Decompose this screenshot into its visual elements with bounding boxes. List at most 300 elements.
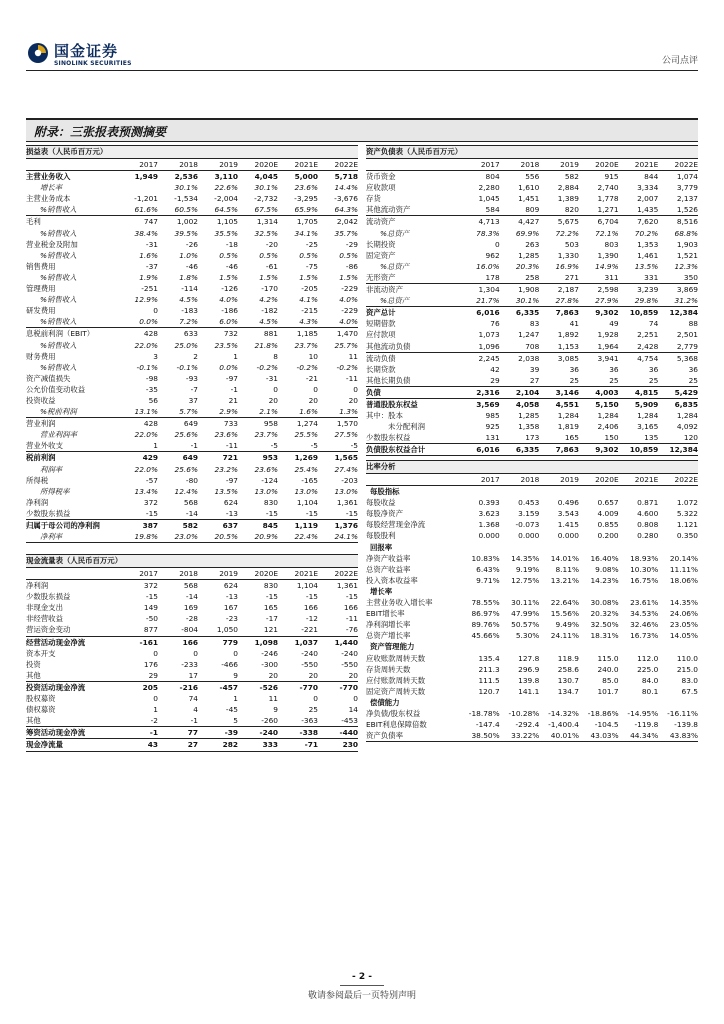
row-value: -15 xyxy=(345,592,358,602)
row-value: 3.159 xyxy=(518,509,540,519)
row-value: 1,451 xyxy=(518,194,540,204)
row-value: 3.623 xyxy=(478,509,500,519)
row-value: 4.009 xyxy=(597,509,619,519)
row-value: -251 xyxy=(141,284,158,294)
row-label: 研发费用 xyxy=(26,306,56,316)
row-value: -15 xyxy=(145,508,158,518)
row-value: 101.7 xyxy=(597,686,619,696)
section-title-bar xyxy=(26,118,698,142)
row-value: 809 xyxy=(525,205,540,215)
row-value: -221 xyxy=(301,625,318,635)
row-value: 23.05% xyxy=(669,620,698,630)
row-value: 733 xyxy=(198,418,238,430)
row-value: 86.97% xyxy=(471,609,500,619)
row-value: 0.000 xyxy=(557,531,579,541)
row-value: -37 xyxy=(145,261,158,271)
row-value: 131 xyxy=(485,433,500,443)
row-label: 营业利润率 xyxy=(40,430,77,440)
row-value: 12,384 xyxy=(658,307,698,319)
year-header: 2017 xyxy=(118,159,158,171)
row-value xyxy=(460,697,500,708)
row-value: 12,384 xyxy=(658,444,698,456)
row-value: 20.3% xyxy=(515,261,540,271)
row-value: 27 xyxy=(529,375,540,385)
row-value: 271 xyxy=(564,272,579,282)
row-value: -124 xyxy=(261,475,278,485)
table-row xyxy=(26,418,358,430)
row-value: 732 xyxy=(198,328,238,340)
row-value: 130.7 xyxy=(557,675,579,685)
row-value: 6,335 xyxy=(500,307,540,319)
row-value: 1,778 xyxy=(597,194,619,204)
row-value: 1.5% xyxy=(299,272,318,282)
row-value: 350 xyxy=(683,272,698,282)
row-label: 净利润增长率 xyxy=(366,620,411,630)
row-value: -93 xyxy=(185,373,198,383)
row-value: 32.46% xyxy=(630,620,659,630)
row-value: -3,676 xyxy=(334,194,358,204)
row-value: 38.50% xyxy=(460,730,500,742)
row-value: 14.05% xyxy=(669,631,698,641)
row-value: 428 xyxy=(118,418,158,430)
row-label: %总资产 xyxy=(380,296,410,306)
row-value: 881 xyxy=(238,328,278,340)
row-value: 0.280 xyxy=(637,531,659,541)
row-label: %总资产 xyxy=(380,228,410,238)
row-value: 1,269 xyxy=(278,452,318,464)
row-value: -1 xyxy=(190,716,198,726)
row-value: 16.40% xyxy=(590,553,619,563)
row-value: 2,137 xyxy=(676,194,698,204)
row-value: 4,754 xyxy=(619,352,659,364)
row-value: -0.1% xyxy=(136,362,158,372)
table-row xyxy=(26,351,358,362)
row-label: %销售收入 xyxy=(40,205,77,215)
row-value: 166 xyxy=(343,603,358,613)
table-row xyxy=(26,395,358,406)
row-value: 830 xyxy=(263,581,278,591)
row-value: 10,859 xyxy=(619,444,659,456)
row-value: 5,368 xyxy=(658,352,698,364)
row-value: 9.49% xyxy=(555,620,579,630)
sinolink-logo-icon xyxy=(27,42,49,64)
row-value: 10.30% xyxy=(630,564,659,574)
row-label: 每股指标 xyxy=(370,487,400,497)
row-value: 1.3% xyxy=(339,407,358,417)
row-value: -1 xyxy=(190,441,198,451)
row-value: 20 xyxy=(268,395,278,405)
row-value: 9,302 xyxy=(579,307,619,319)
year-header: 2017 xyxy=(118,568,158,580)
row-label: 投资活动现金净流 xyxy=(26,681,118,693)
row-value: 37 xyxy=(188,395,198,405)
row-value: 23.7% xyxy=(254,430,278,440)
row-value: -119.8 xyxy=(634,720,659,730)
row-value: -1,201 xyxy=(134,194,158,204)
row-value: 13.4% xyxy=(134,486,158,496)
row-value: 29 xyxy=(490,375,500,385)
row-value: -98 xyxy=(145,373,158,383)
row-value: 14.4% xyxy=(334,183,358,193)
row-value: 36 xyxy=(648,364,659,374)
row-value: 24.11% xyxy=(550,631,579,641)
row-value xyxy=(579,641,619,652)
row-value: 1,376 xyxy=(318,520,358,532)
row-value: 4.600 xyxy=(637,509,659,519)
row-value: 74 xyxy=(188,694,198,704)
row-value: -550 xyxy=(301,659,318,669)
row-value: 20.14% xyxy=(669,553,698,563)
row-value: 121 xyxy=(263,625,278,635)
row-value: 149 xyxy=(143,603,158,613)
table-row xyxy=(26,193,358,204)
row-value xyxy=(658,542,698,553)
row-value: 115.0 xyxy=(597,653,619,663)
row-value: 68.8% xyxy=(674,228,698,238)
table-row xyxy=(26,373,358,384)
year-header: 2017 xyxy=(460,159,500,171)
row-value: 0 xyxy=(233,648,238,658)
row-value: 31.2% xyxy=(674,296,698,306)
row-value: -15 xyxy=(265,508,278,518)
row-value: 14.35% xyxy=(511,553,540,563)
logo-english-name: SINOLINK SECURITIES xyxy=(54,60,132,67)
row-value: 118.9 xyxy=(557,653,579,663)
row-value: 166 xyxy=(303,603,318,613)
row-value: 1 xyxy=(233,694,238,704)
row-value: 44.34% xyxy=(619,730,659,742)
row-value: 16.0% xyxy=(476,261,500,271)
row-value: -14.95% xyxy=(627,708,659,718)
table-row xyxy=(366,193,698,204)
row-value: 1,096 xyxy=(478,341,500,351)
row-value: 76 xyxy=(490,319,500,329)
row-label: 总资产增长率 xyxy=(366,631,411,641)
row-value: -45 xyxy=(225,705,238,715)
row-value: 1,819 xyxy=(557,422,579,432)
table-row xyxy=(366,586,698,597)
row-value: 1,284 xyxy=(637,411,659,421)
row-label: 投入资本收益率 xyxy=(366,575,418,585)
row-value: 6,704 xyxy=(579,216,619,228)
row-value: -229 xyxy=(341,306,358,316)
year-header-row xyxy=(26,159,358,171)
row-value: 69.9% xyxy=(515,228,540,238)
row-value: -165 xyxy=(301,475,318,485)
row-value: 30.1% xyxy=(254,183,278,193)
row-value: 9.19% xyxy=(515,564,540,574)
row-value: 4,092 xyxy=(676,422,698,432)
table-row xyxy=(366,216,698,228)
row-value: 10.83% xyxy=(471,553,500,563)
row-value xyxy=(579,486,619,498)
row-value xyxy=(500,641,540,652)
table-row xyxy=(366,553,698,564)
table-row xyxy=(366,444,698,456)
row-value: 20.5% xyxy=(198,531,238,543)
row-value: 23.2% xyxy=(214,464,238,474)
row-value: 25.6% xyxy=(174,464,198,474)
row-value: 1,104 xyxy=(296,581,318,591)
row-label: 其他流动负债 xyxy=(366,341,411,351)
row-value: 8.11% xyxy=(555,564,579,574)
row-value: 1.0% xyxy=(179,250,198,260)
row-value: 20 xyxy=(308,395,318,405)
table-row xyxy=(366,329,698,340)
row-value: 0 xyxy=(353,384,358,394)
row-value xyxy=(579,586,619,597)
row-value: 0.0% xyxy=(139,317,158,327)
row-value: 20 xyxy=(348,670,358,680)
row-label: 净负债/股东权益 xyxy=(366,708,421,718)
table-row xyxy=(366,272,698,284)
row-value: 1,521 xyxy=(676,250,698,260)
row-value: -61 xyxy=(265,261,278,271)
row-value: 1,353 xyxy=(637,239,659,249)
row-value: 263 xyxy=(525,239,540,249)
row-value: 5,718 xyxy=(334,172,358,182)
row-value: 311 xyxy=(604,272,619,282)
row-value: 83.0 xyxy=(681,675,698,685)
row-label: 股权募资 xyxy=(26,694,56,704)
year-header: 2020E xyxy=(238,159,278,171)
row-value: 282 xyxy=(198,739,238,751)
row-value: 1,185 xyxy=(278,328,318,340)
row-value: 135.4 xyxy=(478,653,500,663)
table-row xyxy=(366,630,698,641)
row-value: 1,610 xyxy=(518,183,540,193)
row-value: 7,863 xyxy=(539,307,579,319)
row-value: 74 xyxy=(648,319,659,329)
row-value: 0.453 xyxy=(518,498,540,508)
table-row xyxy=(366,597,698,608)
row-value: -11 xyxy=(225,441,238,451)
row-value: 4,058 xyxy=(500,398,540,410)
row-value: 1,949 xyxy=(134,172,158,182)
row-value: -13 xyxy=(225,592,238,602)
row-value: 877 xyxy=(143,625,158,635)
row-value: 637 xyxy=(198,520,238,532)
row-value: 21.8% xyxy=(254,340,278,350)
row-value: 1,105 xyxy=(198,216,238,228)
row-value: 78.55% xyxy=(471,598,500,608)
year-header: 2017 xyxy=(460,474,500,486)
row-value: 1,908 xyxy=(500,284,540,296)
row-value: -26 xyxy=(185,239,198,249)
row-label: 主营业务收入增长率 xyxy=(366,598,433,608)
row-value: -23 xyxy=(225,614,238,624)
row-value: 5,909 xyxy=(619,398,659,410)
row-value: 39.5% xyxy=(174,228,198,238)
row-value: -18 xyxy=(225,239,238,249)
row-value: 1,903 xyxy=(676,239,698,249)
row-label: %销售收入 xyxy=(40,295,77,305)
row-value: -240 xyxy=(341,648,358,658)
row-value: 5 xyxy=(233,716,238,726)
row-value: 67.5% xyxy=(254,205,278,215)
row-value: 3,779 xyxy=(676,183,698,193)
row-value: 1,098 xyxy=(238,636,278,648)
row-value: -46 xyxy=(185,261,198,271)
row-value: 5,429 xyxy=(658,386,698,398)
row-label: 增长率 xyxy=(40,183,63,193)
row-value: 4,003 xyxy=(579,386,619,398)
row-value: 45.66% xyxy=(471,631,500,641)
row-value: 428 xyxy=(118,328,158,340)
row-value: -2 xyxy=(150,716,158,726)
row-value: -804 xyxy=(181,625,198,635)
row-value: 36 xyxy=(688,364,698,374)
row-value: 820 xyxy=(564,205,579,215)
row-value: 225.0 xyxy=(637,664,659,674)
table-title-row xyxy=(26,146,358,159)
row-label: 非经营收益 xyxy=(26,614,63,624)
row-value: 27 xyxy=(158,739,198,751)
row-value: -183 xyxy=(181,306,198,316)
row-value: 1 xyxy=(233,351,238,361)
row-value: 3 xyxy=(153,351,158,361)
row-value: -1,534 xyxy=(174,194,198,204)
table-row xyxy=(366,375,698,387)
row-value: 141.1 xyxy=(518,686,540,696)
row-value: 582 xyxy=(564,172,579,182)
row-value: 5.7% xyxy=(179,407,198,417)
row-value xyxy=(539,586,579,597)
row-value: 387 xyxy=(118,520,158,532)
row-label: 总资产收益率 xyxy=(366,564,411,574)
row-value: -466 xyxy=(221,659,238,669)
row-value: 4 xyxy=(193,705,198,715)
row-value: 134.7 xyxy=(557,686,579,696)
table-row xyxy=(26,715,358,727)
row-value: 166 xyxy=(158,636,198,648)
row-value: 1 xyxy=(153,441,158,451)
table-row xyxy=(366,486,698,498)
row-value: 18.06% xyxy=(669,575,698,585)
table-row xyxy=(26,693,358,704)
row-label: 营业外收支 xyxy=(26,441,63,451)
table-row xyxy=(26,520,358,532)
row-value: 165 xyxy=(263,603,278,613)
row-value: -126 xyxy=(221,284,238,294)
row-value: 22.64% xyxy=(550,598,579,608)
row-value xyxy=(118,182,158,193)
row-value: -246 xyxy=(261,648,278,658)
row-value: 1,390 xyxy=(597,250,619,260)
row-value: 649 xyxy=(158,452,198,464)
row-label: 税前利润 xyxy=(26,452,118,464)
row-label: 负债股东权益合计 xyxy=(366,444,460,456)
row-value: 25.0% xyxy=(174,340,198,350)
row-value: 16.73% xyxy=(630,631,659,641)
row-label: 其他长期负债 xyxy=(366,375,411,385)
row-value: 14.35% xyxy=(669,598,698,608)
row-value: 35.5% xyxy=(214,228,238,238)
row-label: 短期借款 xyxy=(366,319,396,329)
row-value: 13.0% xyxy=(294,486,318,496)
row-value: 1,435 xyxy=(637,205,659,215)
row-value: -97 xyxy=(225,373,238,383)
row-value: -11 xyxy=(345,614,358,624)
row-label: 应付款项 xyxy=(366,330,396,340)
row-value: 120.7 xyxy=(478,686,500,696)
row-label: 回报率 xyxy=(370,542,393,552)
row-value: -338 xyxy=(278,727,318,739)
table-row xyxy=(26,624,358,636)
row-value: 9 xyxy=(273,705,278,715)
row-value: -14.32% xyxy=(548,708,579,718)
row-value: -526 xyxy=(238,681,278,693)
row-value: 0.0% xyxy=(219,362,238,372)
row-label: 所得税率 xyxy=(40,486,70,496)
row-value: 1,361 xyxy=(336,497,358,507)
table-row xyxy=(366,341,698,353)
row-value: 240.0 xyxy=(597,664,619,674)
table-row xyxy=(26,272,358,283)
row-value: 41 xyxy=(569,319,579,329)
row-value: 30.11% xyxy=(511,598,540,608)
row-value: 18.31% xyxy=(590,631,619,641)
table-row xyxy=(366,664,698,675)
row-value: 4,551 xyxy=(539,398,579,410)
header-divider xyxy=(26,70,698,71)
row-value: 13.0% xyxy=(334,486,358,496)
row-value: 721 xyxy=(198,452,238,464)
year-header: 2021E xyxy=(619,159,659,171)
header-corner xyxy=(26,159,118,171)
table-row xyxy=(366,653,698,664)
row-value: 20 xyxy=(348,395,358,405)
table-row xyxy=(366,250,698,261)
row-value: -0.2% xyxy=(256,362,278,372)
row-value: 6.43% xyxy=(476,564,500,574)
row-label: 净利润 xyxy=(26,581,49,591)
row-value: 39 xyxy=(529,364,540,374)
row-value: 7,863 xyxy=(539,444,579,456)
row-value: 1.8% xyxy=(179,272,198,282)
row-value: 20.9% xyxy=(238,531,278,543)
row-label: 应收账款周转天数 xyxy=(366,653,426,663)
row-value: 0 xyxy=(313,384,318,394)
row-value: 2,316 xyxy=(460,386,500,398)
row-value: 624 xyxy=(223,497,238,507)
row-value: 7.2% xyxy=(179,317,198,327)
row-value: 582 xyxy=(158,520,198,532)
table-title: 现金流量表（人民币百万元） xyxy=(26,555,358,568)
row-label: 净资产收益率 xyxy=(366,553,411,563)
table-row xyxy=(366,530,698,541)
row-value: 1.5% xyxy=(219,272,238,282)
row-value: 1.072 xyxy=(676,498,698,508)
row-value: 2,007 xyxy=(637,194,659,204)
row-value xyxy=(619,697,659,708)
table-row xyxy=(366,352,698,364)
row-value xyxy=(658,586,698,597)
row-label: EBIT利息保障倍数 xyxy=(366,720,427,730)
row-value: 1 xyxy=(153,705,158,715)
year-header: 2019 xyxy=(198,568,238,580)
row-label: 经营活动现金净流 xyxy=(26,636,118,648)
row-value: 29.8% xyxy=(634,296,659,306)
row-value xyxy=(460,542,500,553)
row-value: 22.4% xyxy=(278,531,318,543)
year-header: 2022E xyxy=(658,159,698,171)
year-header: 2019 xyxy=(198,159,238,171)
row-value: 7,620 xyxy=(619,216,659,228)
row-value: 3,239 xyxy=(619,284,659,296)
table-title: 损益表（人民币百万元） xyxy=(26,146,358,159)
table-row xyxy=(366,284,698,296)
